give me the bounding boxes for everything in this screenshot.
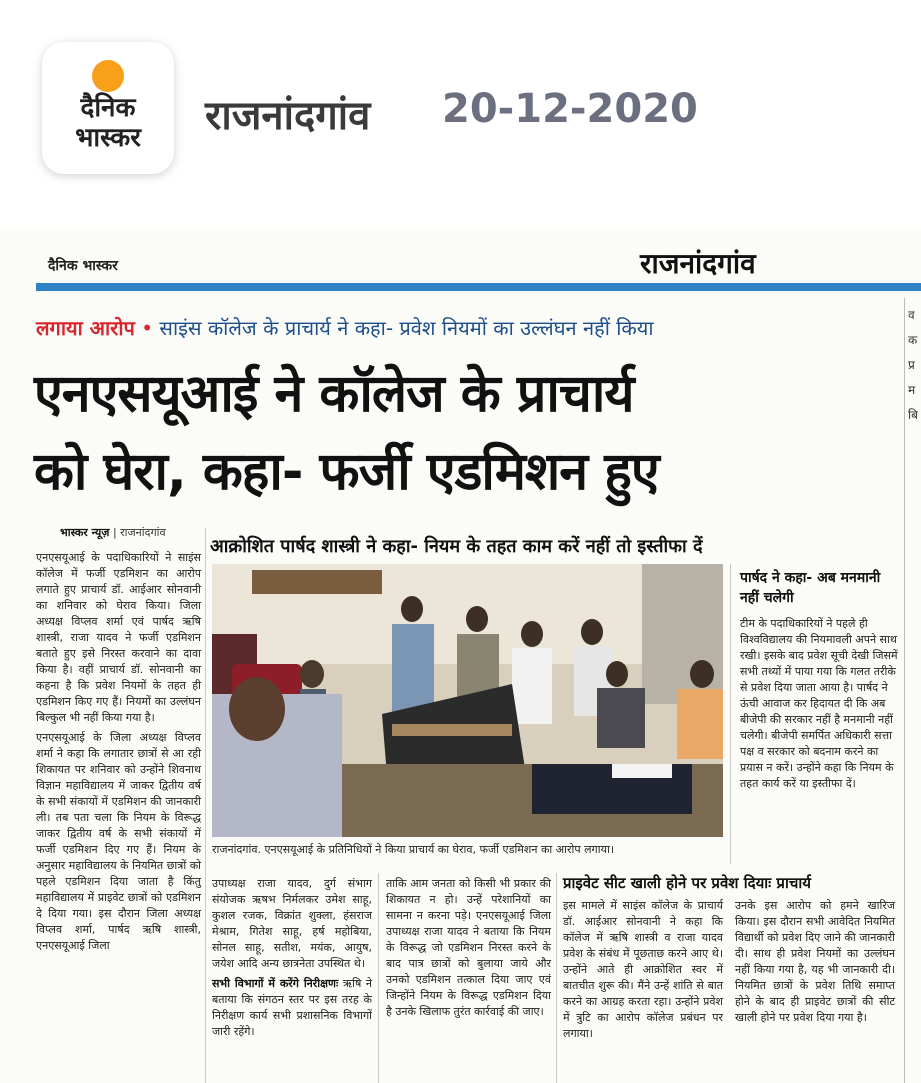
masthead-brand: दैनिक भास्कर: [48, 258, 118, 274]
dainik-bhaskar-logo: [42, 42, 174, 174]
adjacent-story-strip: व क प्र म बि: [904, 298, 921, 1083]
box-divider: [730, 564, 731, 864]
col4-paragraph-1: इस मामले में साइंस कॉलेज के प्राचार्य डॉ. आईआर सोनवानी ने कहा कि कॉलेज में ऋषि शास्त्री व राजा यादव प्रवेश के संबंध में पूछताछ करने आए थे। उन्होंने आते ही आक्रोशित स्वर में बातचीत शुरू की। मैंने उन्हें शांति से बात करने का आग्रह करता रहा। उन्होंने प्रवेश में त्रुटि का आरोप कॉलेज प्रबंधन पर लगाया।: [563, 899, 723, 1040]
col3-paragraph-1: ताकि आम जनता को किसी भी प्रकार की शिकायत न हो। उन्हें परेशानियों का सामना न करना पड़े। एनएसयूआई जिला उपाध्यक्ष राजा यादव ने बताया कि नियम के विरूद्ध जो एडमिशन निरस्त करने के बाद पात्र छात्रों को बुलाया जाये और उनको एडमिशन तत्काल दिया जाए एवं जिन्होंने नियम के विरूद्ध एडमिशन दिया है उनके खिलाफ तुरंत कार्रवाई की जाए।: [386, 877, 551, 1018]
photo-caption: राजनांदगांव. एनएसयूआई के प्रतिनिधियों ने किया प्राचार्य का घेराव, फर्जी एडमिशन का आरोप लगाया।: [212, 843, 614, 856]
column-divider: [378, 873, 379, 1083]
newspaper-page: [0, 228, 921, 1083]
kicker-bullet: •: [141, 316, 154, 340]
edition-city: राजनांदगांव: [205, 93, 371, 139]
byline: भास्कर न्यूज़ | राजनांदगांव: [60, 526, 166, 539]
col2-paragraph-1: उपाध्यक्ष राजा यादव, दुर्ग संभाग संयोजक ऋषभ निर्मलकर उमेश साहू, कुशल रजक, विक्रांत शुक्ला, हंसराज मेश्राम, गितेश साहू, हर्ष महोबिया, सोनल साहू, सतीश, मयंक, आयुष, जयेश आदि अन्य छात्रनेता उपस्थित थे।: [212, 877, 372, 970]
col2-subhead: सभी विभागों में करेंगे निरीक्षणः: [212, 977, 339, 990]
kicker-label: लगाया आरोप: [36, 316, 135, 340]
col5-paragraph-1: उनके इस आरोप को हमने खारिज किया। इस दौरान सभी आवेदित नियमित विद्यार्थी को प्रवेश दिए जाने की जानकारी दी। साथ ही प्रवेश नियमों का उल्लंघन नहीं किया गया है, यह भी जानकारी दी। नियमित छात्रों के प्रवेश तिथि समाप्त होने के बाद ही प्राइवेट छात्रों की सीट खाली होने पर प्रवेश दिया गया है।: [735, 899, 895, 1024]
masthead-city: राजनांदगांव: [640, 247, 756, 280]
column-divider: [205, 528, 206, 1083]
column-1: [36, 550, 201, 958]
col2-paragraph-2: ऋषि ने बताया कि संगठन स्तर पर इस तरह के निरीक्षण कार्य सभी प्रशासनिक विभागों जारी रहेंगे।: [212, 977, 372, 1038]
sun-icon: [92, 60, 124, 92]
news-photo: [212, 564, 723, 837]
column-5: [735, 898, 895, 1030]
logo-line-1: दैनिक: [80, 93, 136, 123]
byline-city: राजनांदगांव: [120, 526, 166, 539]
edition-date: 20-12-2020: [442, 86, 698, 132]
column-4: [563, 898, 723, 1046]
col1-paragraph-2: एनएसयूआई के जिला अध्यक्ष विप्लव शर्मा ने कहा कि लगातार छात्रों से आ रही शिकायत पर शनिवार को उन्होंने शिवनाथ विज्ञान महाविद्यालय में जाकर द्वितीय वर्ष के सभी संकायों में एडमिशन की जानकारी ली। तब पता चला कि नियम के विरूद्ध जाकर द्वितीय वर्ष के सभी संकायों में फर्जी एडमिशन दिए गए हैं। नियम के अनुसार महाविद्यालय के नियमित छात्रों को पहले एडमिशन दिया जाता है किंतु महाविद्यालय में प्राइवेट छात्रों को एडमिशन दे दिया गया। इस दौरान जिला अध्यक्ष विप्लव शर्मा, पार्षद ऋषि शास्त्री, एनएसयूआई जिला: [36, 731, 201, 952]
kicker-line: [36, 314, 654, 341]
col1-paragraph-1: एनएसयूआई के पदाधिकारियों ने साइंस कॉलेज में फर्जी एडमिशन का आरोप लगाते हुए प्राचार्य डॉ. आईआर सोनवानी का शनिवार को घेराव किया। जिला अध्यक्ष विप्लव शर्मा एवं पार्षद ऋषि शास्त्री, राजा यादव ने फर्जी एडमिशन बताते हुए इसे निरस्त करवाने का दावा किया है। वहीं प्राचार्य डॉ. सोनवानी का कहना है कि प्रवेश नियमों के तहत ही एडमिशन किए गए हैं। नियमों का उल्लंघन बिल्कुल भी नहीं किया गया है।: [36, 551, 201, 724]
headline-line-1: एनएसयूआई ने कॉलेज के प्राचार्य: [34, 364, 634, 424]
side-box-text: टीम के पदाधिकारियों ने पहले ही विश्वविद्यालय की नियमावली अपने साथ रखी। इसके बाद प्रवेश सूची देखी जिसमें सभी तथ्यों में पाया गया कि गलत तरीके से प्रवेश दिया जाता आया है। पार्षद ने ऊंची आवाज कर हिदायत दी कि अब बीजेपी की सरकार नहीं है मनमानी नहीं चलेगी। बीजेपी समर्पित अधिकारी सत्ता पक्ष व सरकार को बदनाम करने का प्रयास न करें। उन्होंने कहा कि नियम के तहत कार्य करें या इस्तीफा दें।: [740, 617, 898, 790]
side-box-headline: पार्षद ने कहा- अब मनमानी नहीं चलेगी: [740, 570, 881, 606]
column-2: [212, 876, 372, 1044]
column-3: [386, 876, 551, 1024]
photo-illustration: [212, 564, 723, 837]
masthead-rule: [36, 283, 921, 291]
column-divider: [556, 873, 557, 1083]
byline-source: भास्कर न्यूज़: [60, 526, 110, 539]
subheadline: आक्रोशित पार्षद शास्त्री ने कहा- नियम के तहत काम करें नहीं तो इस्तीफा दें: [210, 536, 703, 557]
kicker-text: साइंस कॉलेज के प्राचार्य ने कहा- प्रवेश नियमों का उल्लंघन नहीं किया: [159, 316, 654, 340]
section-headline: प्राइवेट सीट खाली होने पर प्रवेश दियाः प्राचार्य: [563, 874, 811, 892]
logo-line-2: भास्कर: [75, 123, 141, 153]
headline-line-2: को घेरा, कहा- फर्जी एडमिशन हुए: [34, 442, 659, 502]
